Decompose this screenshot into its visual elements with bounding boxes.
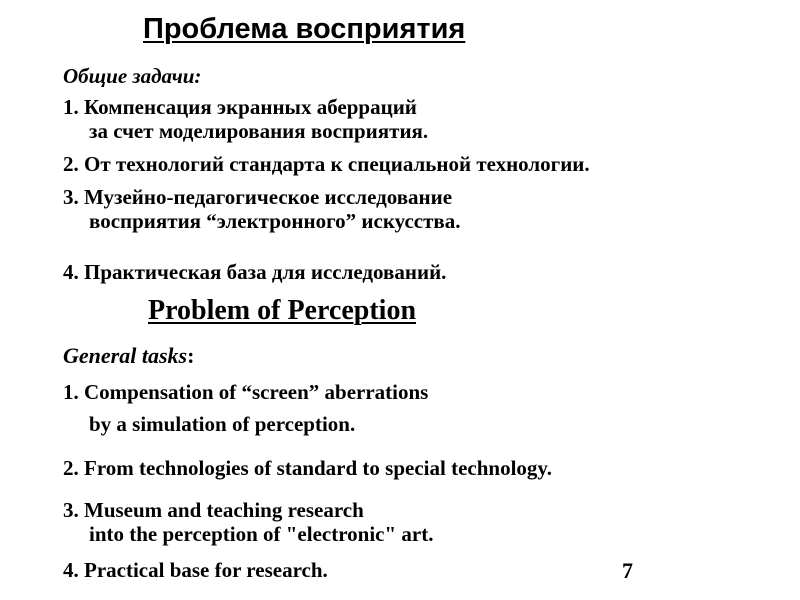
english-subtitle-colon: :	[187, 343, 195, 368]
russian-item-3-line1: 3. Музейно-педагогическое исследование	[63, 185, 453, 209]
english-item-4	[63, 558, 328, 582]
russian-item-1-line1: 1. Компенсация экранных аберраций	[63, 95, 417, 119]
english-item-2-line1: 2. From technologies of standard to special technology.	[63, 456, 553, 480]
page-number: 7	[622, 558, 633, 583]
english-subtitle	[63, 343, 194, 369]
russian-item-1	[63, 95, 428, 143]
russian-item-3-line2: восприятия “электронного” искусства.	[89, 209, 461, 233]
russian-title: Проблема восприятия	[143, 13, 466, 45]
russian-item-2	[63, 152, 590, 176]
russian-item-1-line2: за счет моделирования восприятия.	[89, 119, 429, 143]
english-item-1-line1: 1. Compensation of “screen” aberrations	[63, 380, 429, 404]
english-item-3	[63, 498, 433, 546]
russian-item-3	[63, 185, 461, 233]
english-title: Problem of Perception	[148, 295, 417, 326]
english-item-2	[63, 456, 552, 480]
english-item-3-line2: into the perception of "electronic" art.	[89, 522, 434, 546]
russian-item-4	[63, 260, 446, 284]
english-subtitle-text: General tasks	[63, 343, 188, 368]
english-item-3-line1: 3. Museum and teaching research	[63, 498, 364, 522]
english-item-1	[63, 380, 428, 436]
russian-item-2-line1: 2. От технологий стандарта к специальной технологии.	[63, 152, 590, 176]
russian-subtitle: Общие задачи:	[63, 64, 202, 88]
english-item-1-line2: by a simulation of perception.	[89, 412, 356, 436]
english-item-4-line1: 4. Practical base for research.	[63, 558, 328, 582]
russian-item-4-line1: 4. Практическая база для исследований.	[63, 260, 447, 284]
